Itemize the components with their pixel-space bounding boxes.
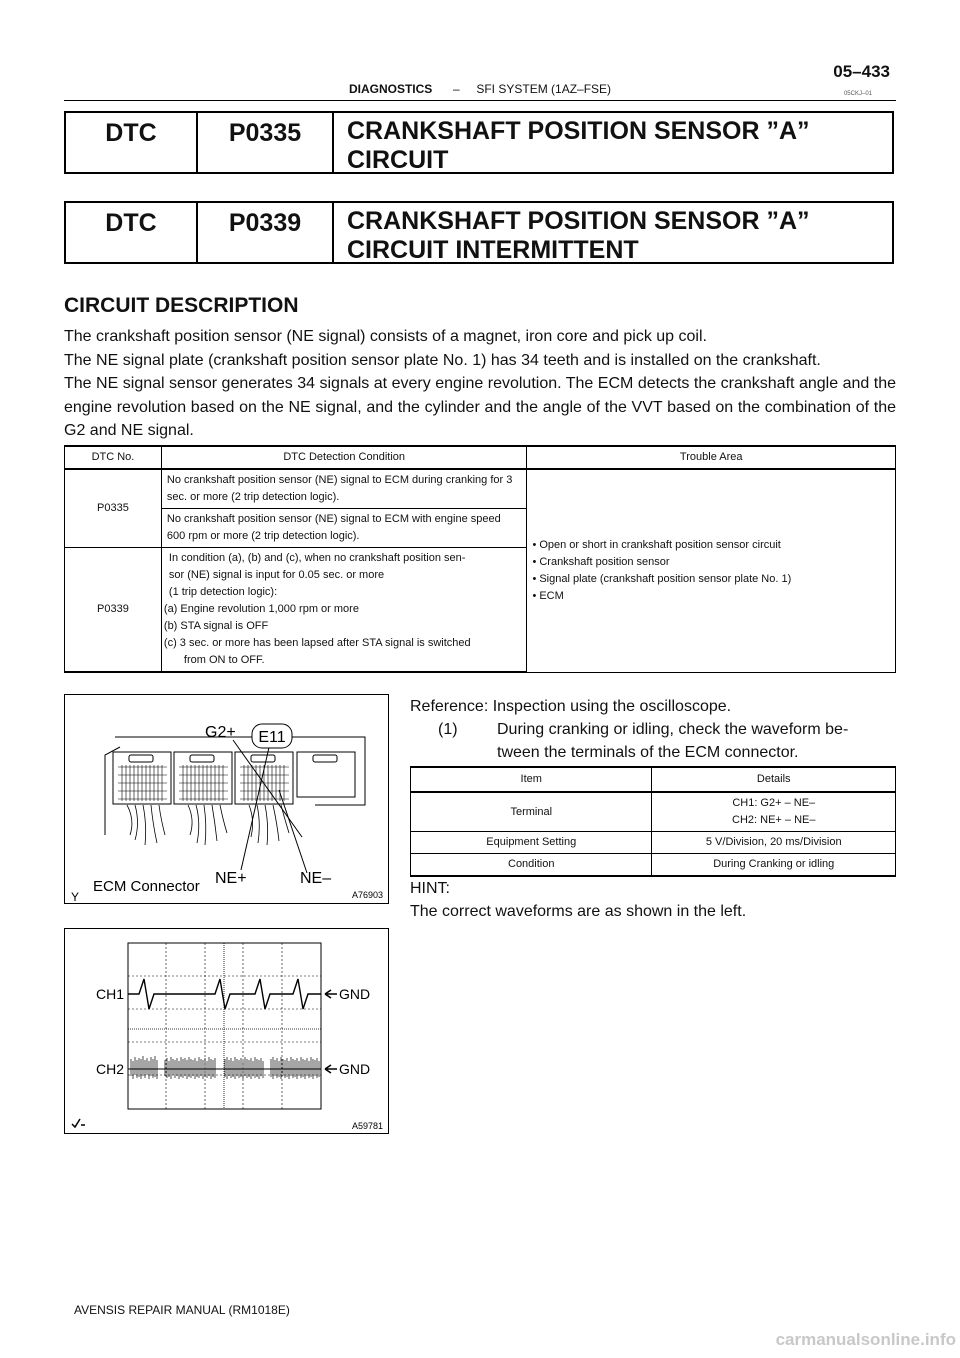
corner-mark: Y: [71, 890, 80, 903]
list-item: • Signal plate (crankshaft position sensor plate No. 1): [532, 572, 792, 585]
detection-condition-cell: No crankshaft position sensor (NE) signal to ECM with engine speed 600 rpm or more (2 trip detection logic).: [161, 509, 527, 548]
hint-block: [410, 877, 746, 923]
dtc-code-cell: P0339: [65, 548, 162, 673]
detail-line: CH1: G2+ – NE–: [732, 797, 816, 809]
dtc-code-cell: P0335: [65, 469, 162, 548]
table-cell: During Cranking or idling: [652, 854, 896, 877]
ch2-label: CH2: [96, 1061, 125, 1077]
table-header-row: [411, 767, 896, 792]
detection-condition-cell: No crankshaft position sensor (NE) signal to ECM during cranking for 3 sec. or more (2 trip detection logic).: [161, 469, 527, 509]
header-rule: [64, 100, 896, 101]
condition-line: (c) 3 sec. or more has been lapsed after STA signal is switched: [163, 637, 471, 649]
header-system: SFI SYSTEM (1AZ–FSE): [476, 82, 612, 96]
dtc-title-line1: CRANKSHAFT POSITION SENSOR ”A”: [347, 207, 810, 235]
paragraph-line: The crankshaft position sensor (NE signal) consists of a magnet, iron core and pick up coil.: [64, 328, 707, 345]
table-row: [411, 792, 896, 832]
reference-text: [410, 695, 848, 764]
condition-line: (1 trip detection logic):: [168, 586, 278, 598]
watermark: carmanualsonline.info: [775, 1330, 956, 1349]
condition-line: (a) Engine revolution 1,000 rpm or more: [163, 603, 359, 615]
table-cell: [652, 792, 896, 832]
gnd-arrow-icon: [325, 990, 337, 998]
dtc-title-line2: CIRCUIT INTERMITTENT: [347, 236, 639, 264]
trouble-area-cell: [527, 469, 896, 672]
g2-plus-label: G2+: [205, 724, 236, 741]
waveform-figure: [64, 928, 389, 1134]
list-item: • Crankshaft position sensor: [532, 555, 670, 568]
list-item: • Open or short in crankshaft position sensor circuit: [532, 538, 781, 551]
oscilloscope-waveform: [65, 929, 388, 1133]
oscilloscope-settings-table: [410, 766, 896, 877]
section-heading: CIRCUIT DESCRIPTION: [64, 294, 299, 317]
ne-plus-label: NE+: [215, 870, 247, 887]
page-number: 05–433: [833, 62, 890, 81]
page-header: [64, 62, 896, 100]
dtc-code: P0335: [198, 113, 334, 172]
header-title: [64, 82, 896, 96]
dtc-table: [64, 445, 896, 673]
detection-condition-cell: [161, 548, 527, 673]
step-text: tween the terminals of the ECM connector.: [497, 744, 799, 761]
paragraph-line: The NE signal sensor generates 34 signals at every engine revolution. The ECM detects the crankshaft angle and the engine revolution based on the NE signal, and the cylinder and the angle of the VVT based on the combination of the G2 and NE signal.: [64, 375, 896, 439]
dtc-title: [334, 113, 892, 172]
condition-line: In condition (a), (b) and (c), when no crankshaft position sen-: [168, 552, 466, 564]
table-cell: Condition: [411, 854, 652, 877]
dtc-title-line1: CRANKSHAFT POSITION SENSOR ”A”: [347, 117, 810, 145]
step-text: During cranking or idling, check the waveform be-: [497, 721, 849, 738]
gnd2-label: GND: [339, 1061, 371, 1077]
step-number: (1): [438, 721, 458, 738]
table-header-row: [65, 446, 896, 469]
column-header: DTC No.: [65, 446, 162, 469]
table-cell: 5 V/Division, 20 ms/Division: [652, 832, 896, 854]
gnd-arrow-icon: [325, 1065, 337, 1073]
column-header: DTC Detection Condition: [161, 446, 527, 469]
ecm-connector-figure: [64, 694, 389, 904]
table-cell: Terminal: [411, 792, 652, 832]
header-code: 05CKJ–01: [843, 91, 872, 97]
table-row: [65, 469, 896, 509]
dtc-box-p0339: [64, 201, 894, 264]
column-header: Trouble Area: [527, 446, 896, 469]
dtc-box-p0335: [64, 111, 894, 174]
list-item: • ECM: [532, 589, 564, 602]
e11-label: E11: [258, 729, 286, 746]
column-header: Details: [652, 767, 896, 792]
condition-line: (b) STA signal is OFF: [163, 620, 269, 632]
header-separator: –: [452, 82, 460, 96]
connector-illustration: [65, 695, 388, 903]
hint-text: The correct waveforms are as shown in the left.: [410, 903, 747, 920]
condition-line: sor (NE) signal is input for 0.05 sec. or more: [168, 569, 385, 581]
footer: AVENSIS REPAIR MANUAL (RM1018E): [74, 1303, 290, 1317]
dtc-title-line2: CIRCUIT: [347, 146, 449, 174]
gnd1-label: GND: [339, 986, 371, 1002]
table-row: [411, 854, 896, 877]
dtc-label: DTC: [66, 113, 198, 172]
figure-id: A59781: [351, 1121, 383, 1131]
paragraph-line: The NE signal plate (crankshaft position sensor plate No. 1) has 34 teeth and is installed on the crankshaft.: [64, 351, 821, 369]
table-row: [411, 832, 896, 854]
circuit-description-text: [64, 325, 896, 443]
reference-line: Reference: Inspection using the oscilloscope.: [410, 698, 732, 715]
figure-id: A76903: [351, 890, 383, 900]
detail-line: CH2: NE+ – NE–: [732, 814, 816, 826]
ne-minus-label: NE–: [300, 870, 332, 887]
hint-label: HINT:: [410, 880, 450, 897]
condition-line: from ON to OFF.: [183, 654, 265, 666]
dtc-title: [334, 203, 892, 262]
header-section: DIAGNOSTICS: [348, 82, 433, 96]
table-cell: Equipment Setting: [411, 832, 652, 854]
check-mark-icon: [72, 1119, 85, 1127]
dtc-code: P0339: [198, 203, 334, 262]
column-header: Item: [411, 767, 652, 792]
ecm-connector-caption: ECM Connector: [93, 878, 200, 895]
dtc-label: DTC: [66, 203, 198, 262]
ch1-label: CH1: [96, 986, 125, 1002]
